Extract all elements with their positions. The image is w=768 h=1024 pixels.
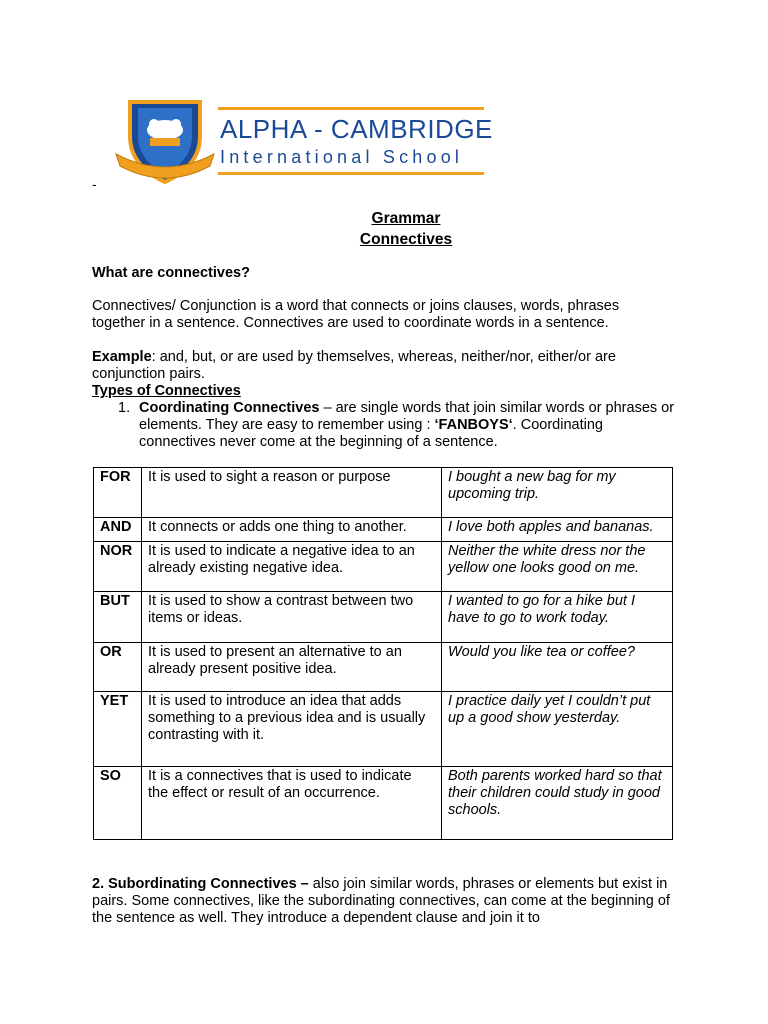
list-item-coordinating [139,400,679,451]
connective-description: It is a connectives that is used to indicate the effect or result of an occurrence. [142,767,442,840]
connective-word: YET [94,692,142,767]
school-name: ALPHA - CAMBRIDGE [220,114,493,144]
connective-word: NOR [94,542,142,592]
connective-word: FOR [94,468,142,518]
connective-example: Neither the white dress nor the yellow one looks good on me. [442,542,673,592]
connective-word: BUT [94,592,142,643]
logo-rule-bottom [218,172,484,175]
school-subtitle: International School [220,147,464,167]
subordinating-term: 2. Subordinating Connectives – [92,876,309,892]
types-heading: Types of Connectives [92,383,241,399]
intro-paragraph: Connectives/ Conjunction is a word that connects or joins clauses, words, phrases together in a sentence. Connectives are used to coordinate words in a sentence. [92,298,620,331]
logo-rule-top [218,107,484,110]
table-row [94,767,673,840]
table-row [94,542,673,592]
table-row [94,592,673,643]
list-term: Coordinating Connectives [139,400,320,416]
school-crest-icon [110,96,220,186]
connective-example: Would you like tea or coffee? [442,643,673,692]
subordinating-text: also join similar words, phrases or elements but exist in pairs. Some connectives, like the subordinating connectives, can come at the beginning of the sentence as well. They introduce a dependent clause and join it to [92,876,670,926]
fanboys-acronym: ‘FANBOYS‘ [434,417,513,433]
connective-word: AND [94,518,142,542]
connective-description: It is used to show a contrast between two items or ideas. [142,592,442,643]
list-number-1: 1. [118,400,131,416]
connective-example: I bought a new bag for my upcoming trip. [442,468,673,518]
stray-dash: - [92,176,97,192]
connective-word: SO [94,767,142,840]
list-text: – are single words that join similar words or phrases or elements. They are easy to remember using : [139,400,675,433]
example-label: Example [92,349,152,365]
table-row [94,468,673,518]
connective-example: I wanted to go for a hike but I have to go to work today. [442,592,673,643]
connective-example: I practice daily yet I couldn’t put up a good show yesterday. [442,692,673,767]
page-title: Grammar [371,210,441,227]
connectives-table [93,467,673,840]
list-text-2: . Coordinating connectives never come at the beginning of a sentence. [139,417,603,450]
connective-description: It is used to sight a reason or purpose [142,468,442,518]
connective-description: It connects or adds one thing to another. [142,518,442,542]
example-paragraph [92,349,672,383]
example-text: : and, but, or are used by themselves, whereas, neither/nor, either/or are conjunction pairs. [92,349,616,382]
table-row [94,643,673,692]
connective-description: It is used to present an alternative to an already present positive idea. [142,643,442,692]
connective-description: It is used to indicate a negative idea to an already existing negative idea. [142,542,442,592]
page-subtitle: Connectives [359,231,453,248]
connective-description: It is used to introduce an idea that adds something to a previous idea and is usually contrasting with it. [142,692,442,767]
connective-example: I love both apples and bananas. [442,518,673,542]
table-row [94,518,673,542]
subordinating-paragraph [92,876,677,927]
connective-example: Both parents worked hard so that their children could study in good schools. [442,767,673,840]
school-logo [110,96,493,186]
table-row [94,692,673,767]
connective-word: OR [94,643,142,692]
question-heading: What are connectives? [92,265,250,281]
